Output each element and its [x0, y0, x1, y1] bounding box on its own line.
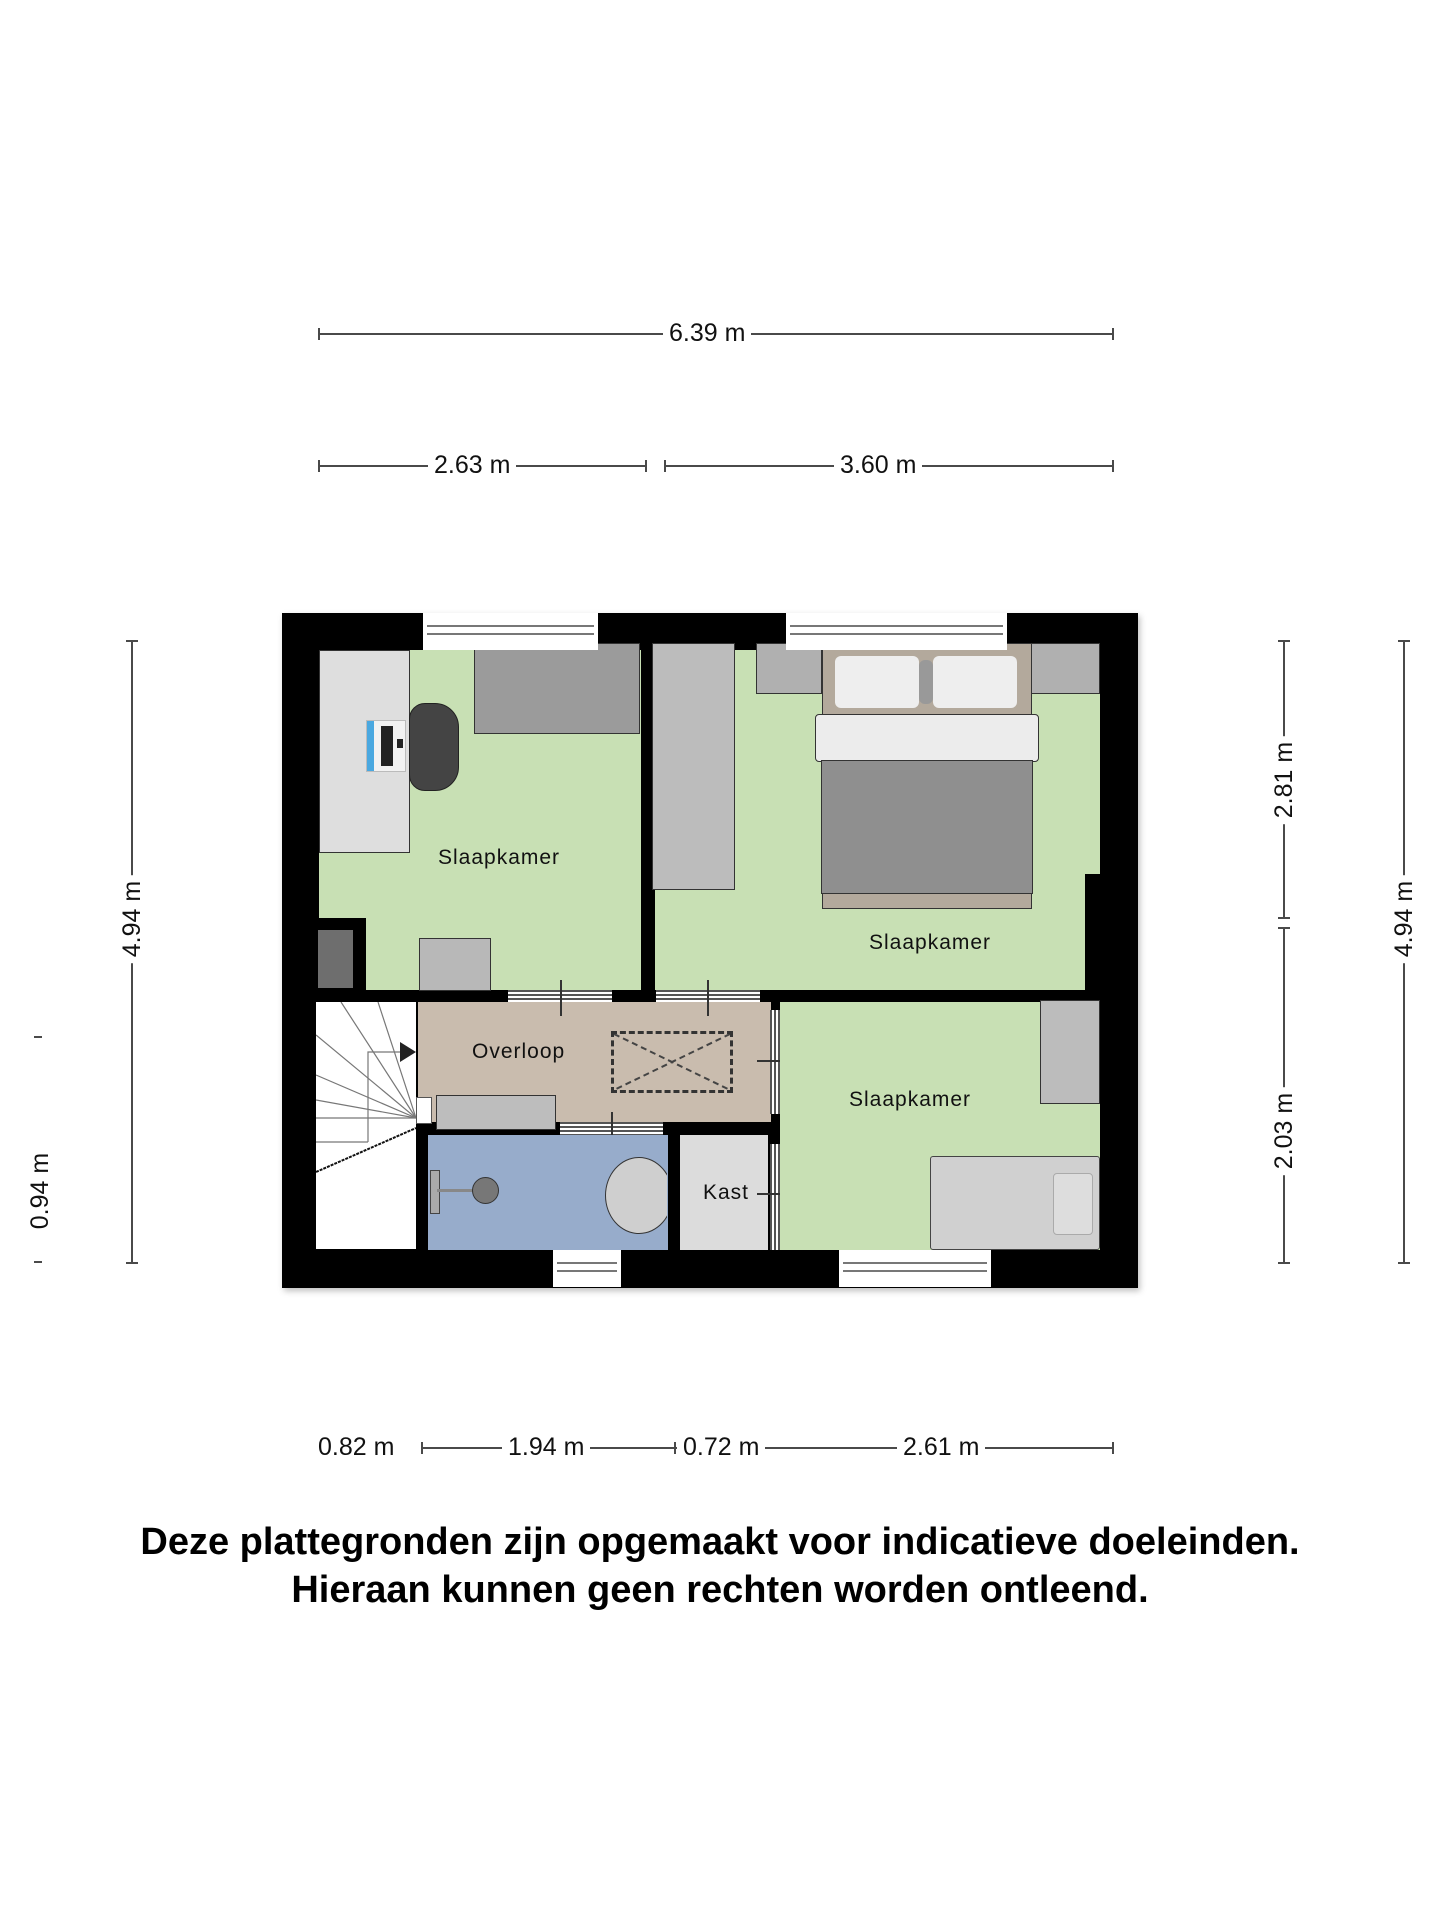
sink-icon	[605, 1157, 673, 1234]
wardrobe-top-right	[652, 643, 735, 890]
faucet-pipe	[437, 1189, 477, 1192]
dresser	[419, 938, 491, 991]
window-top-left	[423, 613, 598, 650]
dim-right-total-label: 4.94 m	[1389, 875, 1419, 963]
towel-radiator-icon	[430, 1170, 440, 1214]
pillow	[1053, 1173, 1093, 1235]
dim-right-upper-label: 2.81 m	[1269, 736, 1299, 824]
door-bedroom-bottom-right[interactable]	[770, 1010, 780, 1114]
disclaimer-line-1: Deze plattegronden zijn opgemaakt voor indicatieve doeleinden.	[140, 1521, 1300, 1563]
room-label-bedroom-bottom-right: Slaapkamer	[849, 1088, 972, 1111]
landing-cabinet	[436, 1095, 556, 1130]
pillow-left	[835, 656, 919, 708]
nightstand-right	[1031, 643, 1100, 694]
dim-bottom-label-3: 2.61 m	[897, 1432, 985, 1462]
post-block	[416, 1097, 432, 1124]
blanket	[821, 760, 1033, 894]
computer-icon	[366, 720, 406, 772]
room-label-bedroom-top-right: Slaapkamer	[869, 931, 992, 954]
dim-bottom-label-2: 0.72 m	[677, 1432, 765, 1462]
window-bottom-right	[839, 1250, 991, 1287]
nightstand-left	[756, 643, 822, 694]
dim-left-total-label: 4.94 m	[117, 875, 147, 963]
door-swing-mark	[707, 980, 709, 1016]
storage-top-left	[474, 643, 640, 734]
double-bed	[822, 643, 1032, 909]
drain-icon	[472, 1177, 499, 1204]
window-bathroom	[553, 1250, 621, 1287]
niche-cabinet	[318, 930, 353, 988]
sheet	[815, 714, 1039, 762]
room-label-landing: Overloop	[472, 1040, 566, 1063]
dim-top-right-label: 3.60 m	[834, 450, 922, 480]
stair-lines-icon	[316, 1002, 416, 1249]
room-label-bedroom-top-left: Slaapkamer	[438, 846, 561, 869]
attic-hatch-icon	[611, 1031, 733, 1093]
dim-left-small-label: 0.94 m	[25, 1147, 55, 1235]
door-closet[interactable]	[770, 1144, 780, 1250]
dim-top-left-label: 2.63 m	[428, 450, 516, 480]
room-label-closet: Kast	[703, 1181, 750, 1204]
office-chair-icon	[409, 703, 459, 791]
dim-right-lower-label: 2.03 m	[1269, 1087, 1299, 1175]
wardrobe-bottom-right	[1040, 1000, 1100, 1104]
dim-top-total-label: 6.39 m	[663, 318, 751, 348]
staircase	[316, 1002, 416, 1249]
single-bed	[930, 1156, 1100, 1250]
dim-bottom-label-1: 1.94 m	[502, 1432, 590, 1462]
pillow-right	[933, 656, 1017, 708]
notch-wall	[1085, 874, 1100, 990]
door-swing-mark	[560, 980, 562, 1016]
disclaimer-line-2: Hieraan kunnen geen rechten worden ontleend.	[291, 1569, 1149, 1611]
dim-bottom-label-0: 0.82 m	[312, 1432, 400, 1462]
window-top-right	[786, 613, 1007, 650]
pillow-center	[919, 660, 933, 704]
